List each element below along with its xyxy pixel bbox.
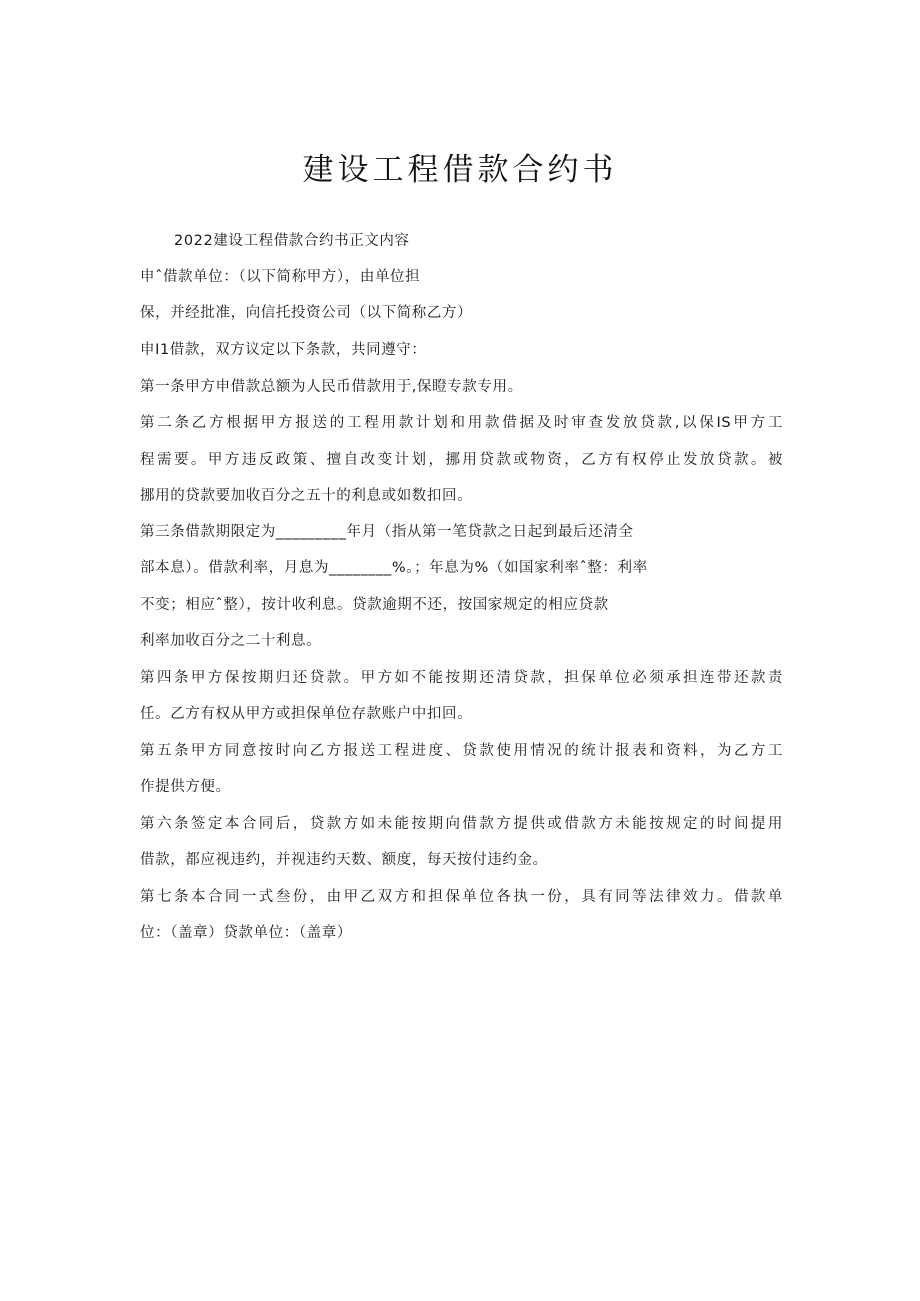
text-line: 第一条甲方申借款总额为人民币借款用于,保瞪专款专用。	[140, 379, 523, 395]
text-line: 申I1借款，双方议定以下条款，共同遵守：	[140, 342, 427, 358]
text-line: 第七条本合同一式叁份，由甲乙双方和担保单位各执一份，具有同等法律效力。借款单	[140, 889, 783, 905]
text-line: 第五条甲方同意按时向乙方报送工程进度、贷款使用情况的统计报表和资料，为乙方工	[140, 743, 783, 759]
text-line: 第三条借款期限定为_________年月（指从第一笔贷款之日起到最后还清全	[140, 524, 634, 540]
text-line: 利率加收百分之二十利息。	[140, 633, 322, 649]
text-line: 2022建设工程借款合约书正文内容	[174, 233, 410, 249]
text-line: 任。乙方有权从甲方或担保单位存款账户中扣回。	[140, 706, 473, 722]
text-line: 挪用的贷款要加收百分之五十的利息或如数扣回。	[140, 488, 473, 504]
text-line: 第六条签定本合同后，贷款方如未能按期向借款方提供或借款方未能按规定的时间提用	[140, 816, 783, 832]
text-line: 第四条甲方保按期归还贷款。甲方如不能按期还清贷款，担保单位必须承担连带还款责	[140, 670, 783, 686]
text-line: 部本息）。借款利率，月息为________%。；年息为%（如国家利率ˆ整：利率	[140, 560, 648, 576]
text-line: 保，并经批准，向信托投资公司（以下简称乙方）	[140, 305, 473, 321]
text-line: 第二条乙方根据甲方报送的工程用款计划和用款借据及时审查发放贷款,以保IS甲方工	[140, 415, 783, 431]
text-line: 程需要。甲方违反政策、擅自改变计划，挪用贷款或物资，乙方有权停止发放贷款。被	[140, 452, 783, 468]
text-line: 位：（盖章）贷款单位：（盖章）	[140, 925, 352, 941]
text-line: 申ˆ借款单位：（以下简称甲方），由单位担	[140, 269, 421, 285]
document-title: 建设工程借款合约书	[302, 152, 618, 188]
text-line: 作提供方便。	[140, 779, 231, 795]
text-line: 不变；相应ˆ整），按计收利息。贷款逾期不还，按国家规定的相应贷款	[140, 597, 609, 613]
text-line: 借款，都应视违约，并视违约天数、额度，每天按付违约金。	[140, 852, 548, 868]
